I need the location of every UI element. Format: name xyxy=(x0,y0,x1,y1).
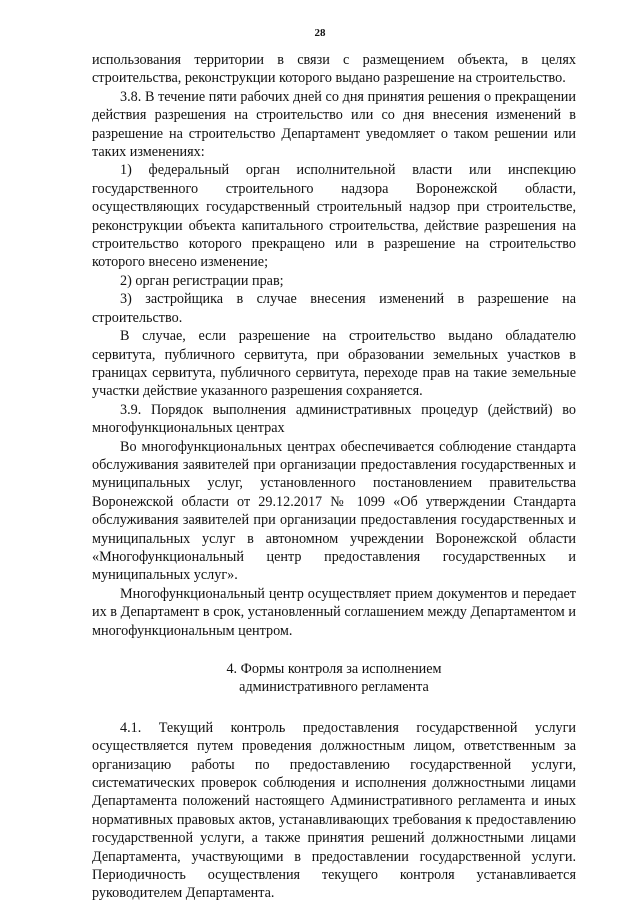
paragraph: 3.8. В течение пяти рабочих дней со дня принятия решения о прекращении действия разрешения на строительство или со дня внесения изменений в разрешение на строительство Департамент уведомляет о таком решении или таких изменениях: xyxy=(92,88,576,161)
paragraph: В случае, если разрешение на строительство выдано обладателю сервитута, публичного сервитута, при образовании земельных участков в границах сервитута, публичного сервитута, переходе прав на такие земельные участки действие указанного разрешения сохраняется. xyxy=(92,328,576,400)
paragraph: 3) застройщика в случае внесения изменений в разрешение на строительство. xyxy=(92,291,576,326)
paragraphs-before-heading xyxy=(92,51,576,640)
page-number: 28 xyxy=(314,27,326,39)
paragraph: Многофункциональный центр осуществляет прием документов и передает их в Департамент в срок, установленный соглашением между Департаментом и многофункциональным центром. xyxy=(92,585,576,639)
section-heading-line-1: 4. Формы контроля за исполнением xyxy=(226,661,442,677)
document-body xyxy=(92,51,576,903)
paragraph: 1) федеральный орган исполнительной власти или инспекцию государственного строительного надзора Воронежской области, осуществляющих государственный строительный надзор при строительстве, реконструкции объекта капитального строительства, действие разрешения на строительство которого прекращено или в разрешение на строительство которого внесено изменение; xyxy=(92,162,576,271)
paragraph: 4.1. Текущий контроль предоставления государственной услуги осуществляется путем проведения должностным лицом, ответственным за организацию работы по предоставлению государственной услуги, систематических проверок соблюдения и исполнения должностными лицами Департамента положений настоящего Административного регламента и иных нормативных правовых актов, устанавливающих требования к предоставлению государственной услуги, а также принятия решений должностными лицами Департамента, участвующими в предоставлении государственной услуги. Периодичность осуществления текущего контроля устанавливается руководителем Департамента. xyxy=(92,719,576,902)
paragraph: использования территории в связи с размещением объекта, в целях строительства, реконструкции которого выдано разрешение на строительство. xyxy=(92,52,576,87)
paragraph: 3.9. Порядок выполнения административных процедур (действий) во многофункциональных центрах xyxy=(92,401,576,437)
paragraph: Во многофункциональных центрах обеспечивается соблюдение стандарта обслуживания заявителей при организации предоставления государственных и муниципальных услуг, установленного постановлением правительства Воронежской области от 29.12.2017 № 1099 «Об утверждении Стандарта обслуживания заявителей при организации предоставления государственных и муниципальных услуг в автономном учреждении Воронежской области «Многофункциональный центр предоставления государственных и муниципальных услуг». xyxy=(92,438,576,584)
paragraphs-after-heading xyxy=(92,719,576,903)
section-heading-line-2: административного регламента xyxy=(239,679,429,696)
paragraph: 2) орган регистрации прав; xyxy=(120,272,284,289)
